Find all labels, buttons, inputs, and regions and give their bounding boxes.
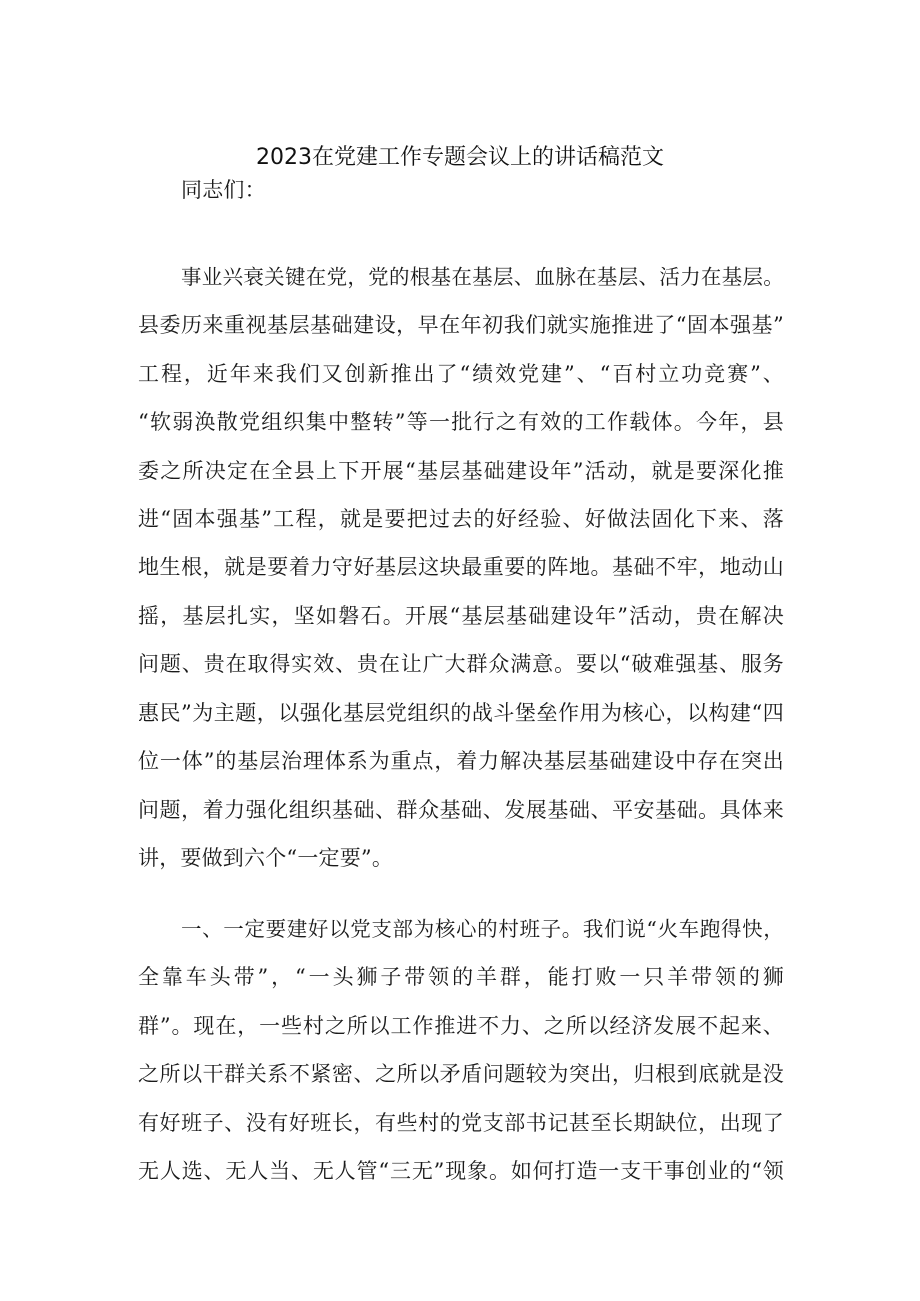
paragraph-1-line: 委之所决定在全县上下开展“基层基础建设年”活动，就是要深化推 (138, 459, 784, 483)
paragraph-2-line: 全靠车头带”，“一头狮子带领的羊群，能打败一只羊带领的狮 (138, 965, 784, 989)
paragraph-1-line: “软弱涣散党组织集中整转”等一批行之有效的工作载体。今年，县 (138, 410, 784, 434)
paragraph-1-line: 工程，近年来我们又创新推出了“绩效党建”、“百村立功竞赛”、 (138, 362, 784, 386)
paragraph-1-line: 问题、贵在取得实效、贵在让广大群众满意。要以“破难强基、服务 (138, 652, 784, 676)
paragraph-1-line: 县委历来重视基层基础建设，早在年初我们就实施推进了“固本强基” (138, 313, 784, 337)
paragraph-1-line: 摇，基层扎实，坚如磐石。开展“基层基础建设年”活动，贵在解决 (138, 604, 784, 628)
paragraph-1-line: 讲，要做到六个“一定要”。 (138, 846, 394, 870)
paragraph-1-line: 事业兴衰关键在党，党的根基在基层、血脉在基层、活力在基层。 (181, 265, 784, 289)
document-title: 2023在党建工作专题会议上的讲话稿范文 (256, 145, 664, 170)
paragraph-2-line: 无人选、无人当、无人管“三无”现象。如何打造一支干事创业的“领 (138, 1159, 784, 1183)
paragraph-2-line: 之所以干群关系不紧密、之所以矛盾问题较为突出，归根到底就是没 (138, 1062, 784, 1086)
paragraph-1-line: 惠民”为主题，以强化基层党组织的战斗堡垒作用为核心，以构建“四 (138, 701, 784, 725)
paragraph-2-line: 有好班子、没有好班长，有些村的党支部书记甚至长期缺位，出现了 (138, 1111, 784, 1135)
paragraph-1-line: 位一体”的基层治理体系为重点，着力解决基层基础建设中存在突出 (138, 749, 784, 773)
paragraph-1-line: 问题，着力强化组织基础、群众基础、发展基础、平安基础。具体来 (138, 798, 784, 822)
paragraph-2-line: 一、一定要建好以党支部为核心的村班子。我们说“火车跑得快， (181, 917, 784, 941)
paragraph-1-line: 地生根，就是要着力守好基层这块最重要的阵地。基础不牢，地动山 (138, 555, 784, 579)
salutation: 同志们： (181, 178, 266, 202)
paragraph-2-line: 群”。现在，一些村之所以工作推进不力、之所以经济发展不起来、 (138, 1014, 784, 1038)
paragraph-1-line: 进“固本强基”工程，就是要把过去的好经验、好做法固化下来、落 (138, 507, 784, 531)
